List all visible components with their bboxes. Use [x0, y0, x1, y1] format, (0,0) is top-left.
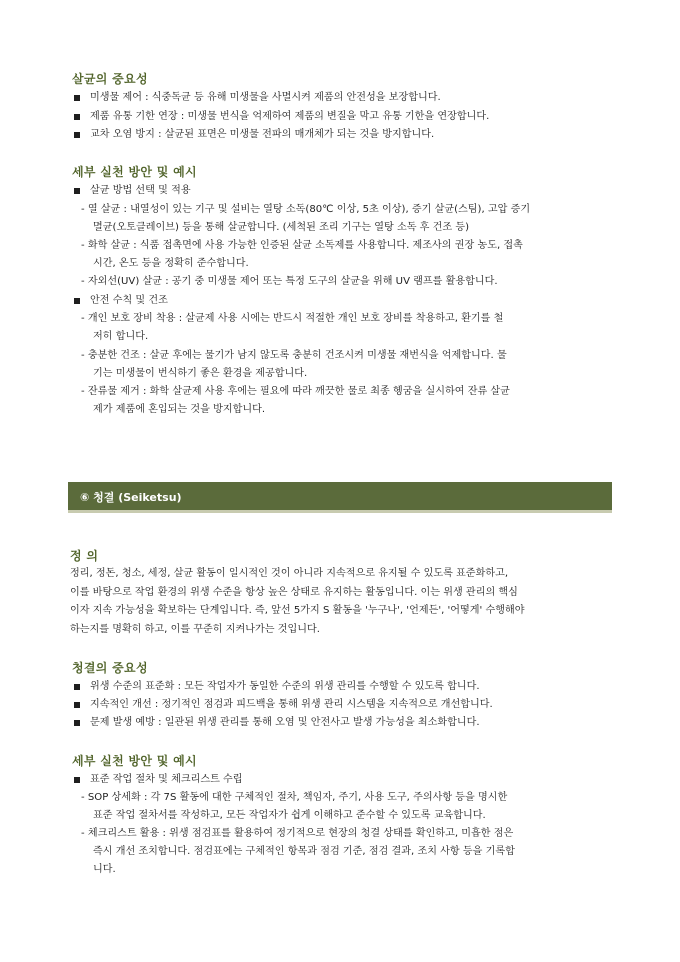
section-heading-sterilization-importance: 살균의 중요성: [72, 72, 148, 86]
sub-item-text: - 잔류물 제거 : 화학 살균제 사용 후에는 필요에 따라 깨끗한 물로 최종 헹굼을 실시하여 잔류 살균: [81, 386, 510, 397]
bullet-icon: [74, 777, 80, 783]
group-title: 표준 작업 절차 및 체크리스트 수립: [90, 774, 243, 785]
definition-heading: 정 의: [70, 549, 99, 563]
bullet-text: 미생물 제어 : 식중독균 등 유해 미생물을 사멸시켜 제품의 안전성을 보장합니다.: [90, 92, 441, 103]
section-banner: [68, 482, 612, 513]
bullet-text: 교차 오염 방지 : 살균된 표면은 미생물 전파의 매개체가 되는 것을 방지합니다.: [90, 129, 435, 140]
sub-item-text-cont: 제가 제품에 혼입되는 것을 방지합니다.: [93, 404, 266, 415]
bullet-text: 위생 수준의 표준화 : 모든 작업자가 동일한 수준의 위생 관리를 수행할 수 있도록 합니다.: [90, 681, 480, 692]
sub-item-text-cont: 시간, 온도 등을 정확히 준수합니다.: [93, 258, 249, 269]
definition-line: 이자 지속 가능성을 확보하는 단계입니다. 즉, 앞선 5가지 S 활동을 '누구나', '언제든', '어떻게' 수행해야: [70, 605, 525, 616]
bullet-icon: [74, 720, 80, 726]
group-title: 안전 수칙 및 건조: [90, 295, 168, 306]
bullet-icon: [74, 684, 80, 690]
sub-item-text-cont: 멸균(오토클레이브) 등을 통해 살균합니다. (세척된 조리 기구는 열탕 소독 후 건조 등): [93, 222, 470, 233]
sub-item-text-cont: 즉시 개선 조치합니다. 점검표에는 구체적인 항목과 점검 기준, 점검 결과, 조치 사항 등을 기록합: [93, 846, 515, 857]
sub-item-text: - SOP 상세화 : 각 7S 활동에 대한 구체적인 절차, 책임자, 주기, 사용 도구, 주의사항 등을 명시한: [81, 792, 508, 803]
sub-item-text-cont: 기는 미생물이 번식하기 좋은 환경을 제공합니다.: [93, 368, 308, 379]
bullet-icon: [74, 188, 80, 194]
sub-item-text-cont: 니다.: [93, 864, 116, 875]
section-heading-practice-examples-2: 세부 실천 방안 및 예시: [72, 754, 197, 768]
sub-item-text: - 체크리스트 활용 : 위생 점검표를 활용하여 정기적으로 현장의 청결 상태를 확인하고, 미흡한 점은: [81, 828, 514, 839]
group-title: 살균 방법 선택 및 적용: [90, 185, 191, 196]
bullet-icon: [74, 702, 80, 708]
sub-item-text: - 열 살균 : 내열성이 있는 기구 및 설비는 열탕 소독(80℃ 이상, 5초 이상), 증기 살균(스팀), 고압 증기: [81, 204, 531, 215]
section-heading-cleanliness-importance: 청결의 중요성: [72, 661, 148, 675]
bullet-icon: [74, 95, 80, 101]
bullet-text: 지속적인 개선 : 정기적인 점검과 피드백을 통해 위생 관리 시스템을 지속적으로 개선합니다.: [90, 699, 493, 710]
bullet-text: 제품 유통 기한 연장 : 미생물 번식을 억제하여 제품의 변질을 막고 유통 기한을 연장합니다.: [90, 111, 490, 122]
sub-item-text: - 충분한 건조 : 살균 후에는 물기가 남지 않도록 충분히 건조시켜 미생물 재번식을 억제합니다. 물: [81, 350, 507, 361]
section-heading-practice-examples: 세부 실천 방안 및 예시: [72, 165, 197, 179]
sub-item-text-cont: 저히 합니다.: [93, 331, 149, 342]
sub-item-text-cont: 표준 작업 절차서를 작성하고, 모든 작업자가 쉽게 이해하고 준수할 수 있도록 교육합니다.: [93, 810, 486, 821]
definition-line: 하는지를 명확히 하고, 이를 꾸준히 지켜나가는 것입니다.: [70, 624, 320, 635]
sub-item-text: - 자외선(UV) 살균 : 공기 중 미생물 제어 또는 특정 도구의 살균을 위해 UV 램프를 활용합니다.: [81, 276, 498, 287]
bullet-text: 문제 발생 예방 : 일관된 위생 관리를 통해 오염 및 안전사고 발생 가능성을 최소화합니다.: [90, 717, 480, 728]
bullet-icon: [74, 132, 80, 138]
sub-item-text: - 화학 살균 : 식품 접촉면에 사용 가능한 인증된 살균 소독제를 사용합니다. 제조사의 권장 농도, 접촉: [81, 240, 523, 251]
sub-item-text: - 개인 보호 장비 착용 : 살균제 사용 시에는 반드시 적절한 개인 보호 장비를 착용하고, 환기를 철: [81, 313, 504, 324]
definition-line: 정리, 정돈, 청소, 세정, 살균 활동이 일시적인 것이 아니라 지속적으로 유지될 수 있도록 표준화하고,: [70, 568, 509, 579]
definition-line: 이를 바탕으로 작업 환경의 위생 수준을 항상 높은 상태로 유지하는 활동입니다. 이는 위생 관리의 핵심: [70, 587, 518, 598]
banner-title: ⑥ 청결 (Seiketsu): [80, 491, 182, 504]
bullet-icon: [74, 298, 80, 304]
bullet-icon: [74, 114, 80, 120]
